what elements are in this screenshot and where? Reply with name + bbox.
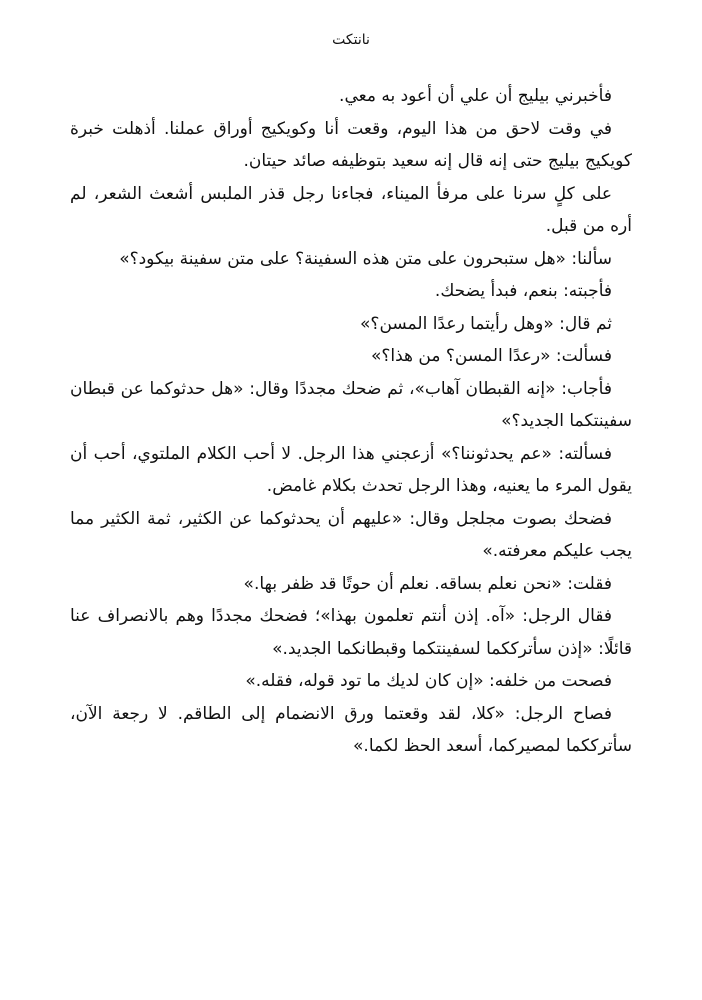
paragraph-12: فقال الرجل: «آه. إذن أنتم تعلمون بهذا»؛ فضحك مجددًا وهم بالانصراف عنا قائلًا: «إذن سأترككما لسفينتكما وقبطانكما الجديد.» [70,606,632,659]
paragraph-6: ثم قال: «وهل رأيتما رعدًا المسن؟» [360,313,612,334]
paragraph-3: على كلٍ سرنا على مرفأ الميناء، فجاءنا رجل قذر الملبس أشعث الشعر، لم أره من قبل. [70,183,632,236]
paragraph-4: سألنا: «هل ستبحرون على متن هذه السفينة؟ على متن سفينة بيكود؟» [119,248,612,269]
paragraph-10: فضحك بصوت مجلجل وقال: «عليهم أن يحدثوكما عن الكثير، ثمة الكثير مما يجب عليكم معرفته.» [70,508,632,561]
paragraph-9: فسألته: «عم يحدثوننا؟» أزعجني هذا الرجل. لا أحب الكلام الملتوي، أحب أن يقول المرء ما يعنيه، وهذا الرجل تحدث بكلام غامض. [70,443,632,496]
paragraph-2: في وقت لاحق من هذا اليوم، وقعت أنا وكويكيج أوراق عملنا. أذهلت خبرة كويكيج بيليج حتى إنه قال إنه سعيد بتوظيفه صائد حيتان. [70,118,632,171]
paragraph-8: فأجاب: «إنه القبطان آهاب»، ثم ضحك مجددًا وقال: «هل حدثوكما عن قبطان سفينتكما الجديد؟» [70,378,632,431]
paragraph-14: فصاح الرجل: «كلا، لقد وقعتما ورق الانضمام إلى الطاقم. لا رجعة الآن، سأترككما لمصيركما، أسعد الحظ لكما.» [70,703,632,756]
paragraph-11: فقلت: «نحن نعلم بساقه. نعلم أن حوتًا قد ظفر بها.» [243,573,612,594]
body-text [70,80,632,763]
paragraph-7: فسألت: «رعدًا المسن؟ من هذا؟» [370,346,612,366]
paragraph-1: فأخبرني بيليج أن علي أن أعود به معي. [339,86,612,106]
paragraph-13: فصحت من خلفه: «إن كان لديك ما تود قوله، فقله.» [245,671,612,691]
paragraph-5: فأجبته: بنعم، فبدأ يضحك. [434,281,612,301]
running-header: نانتكت [332,32,370,48]
